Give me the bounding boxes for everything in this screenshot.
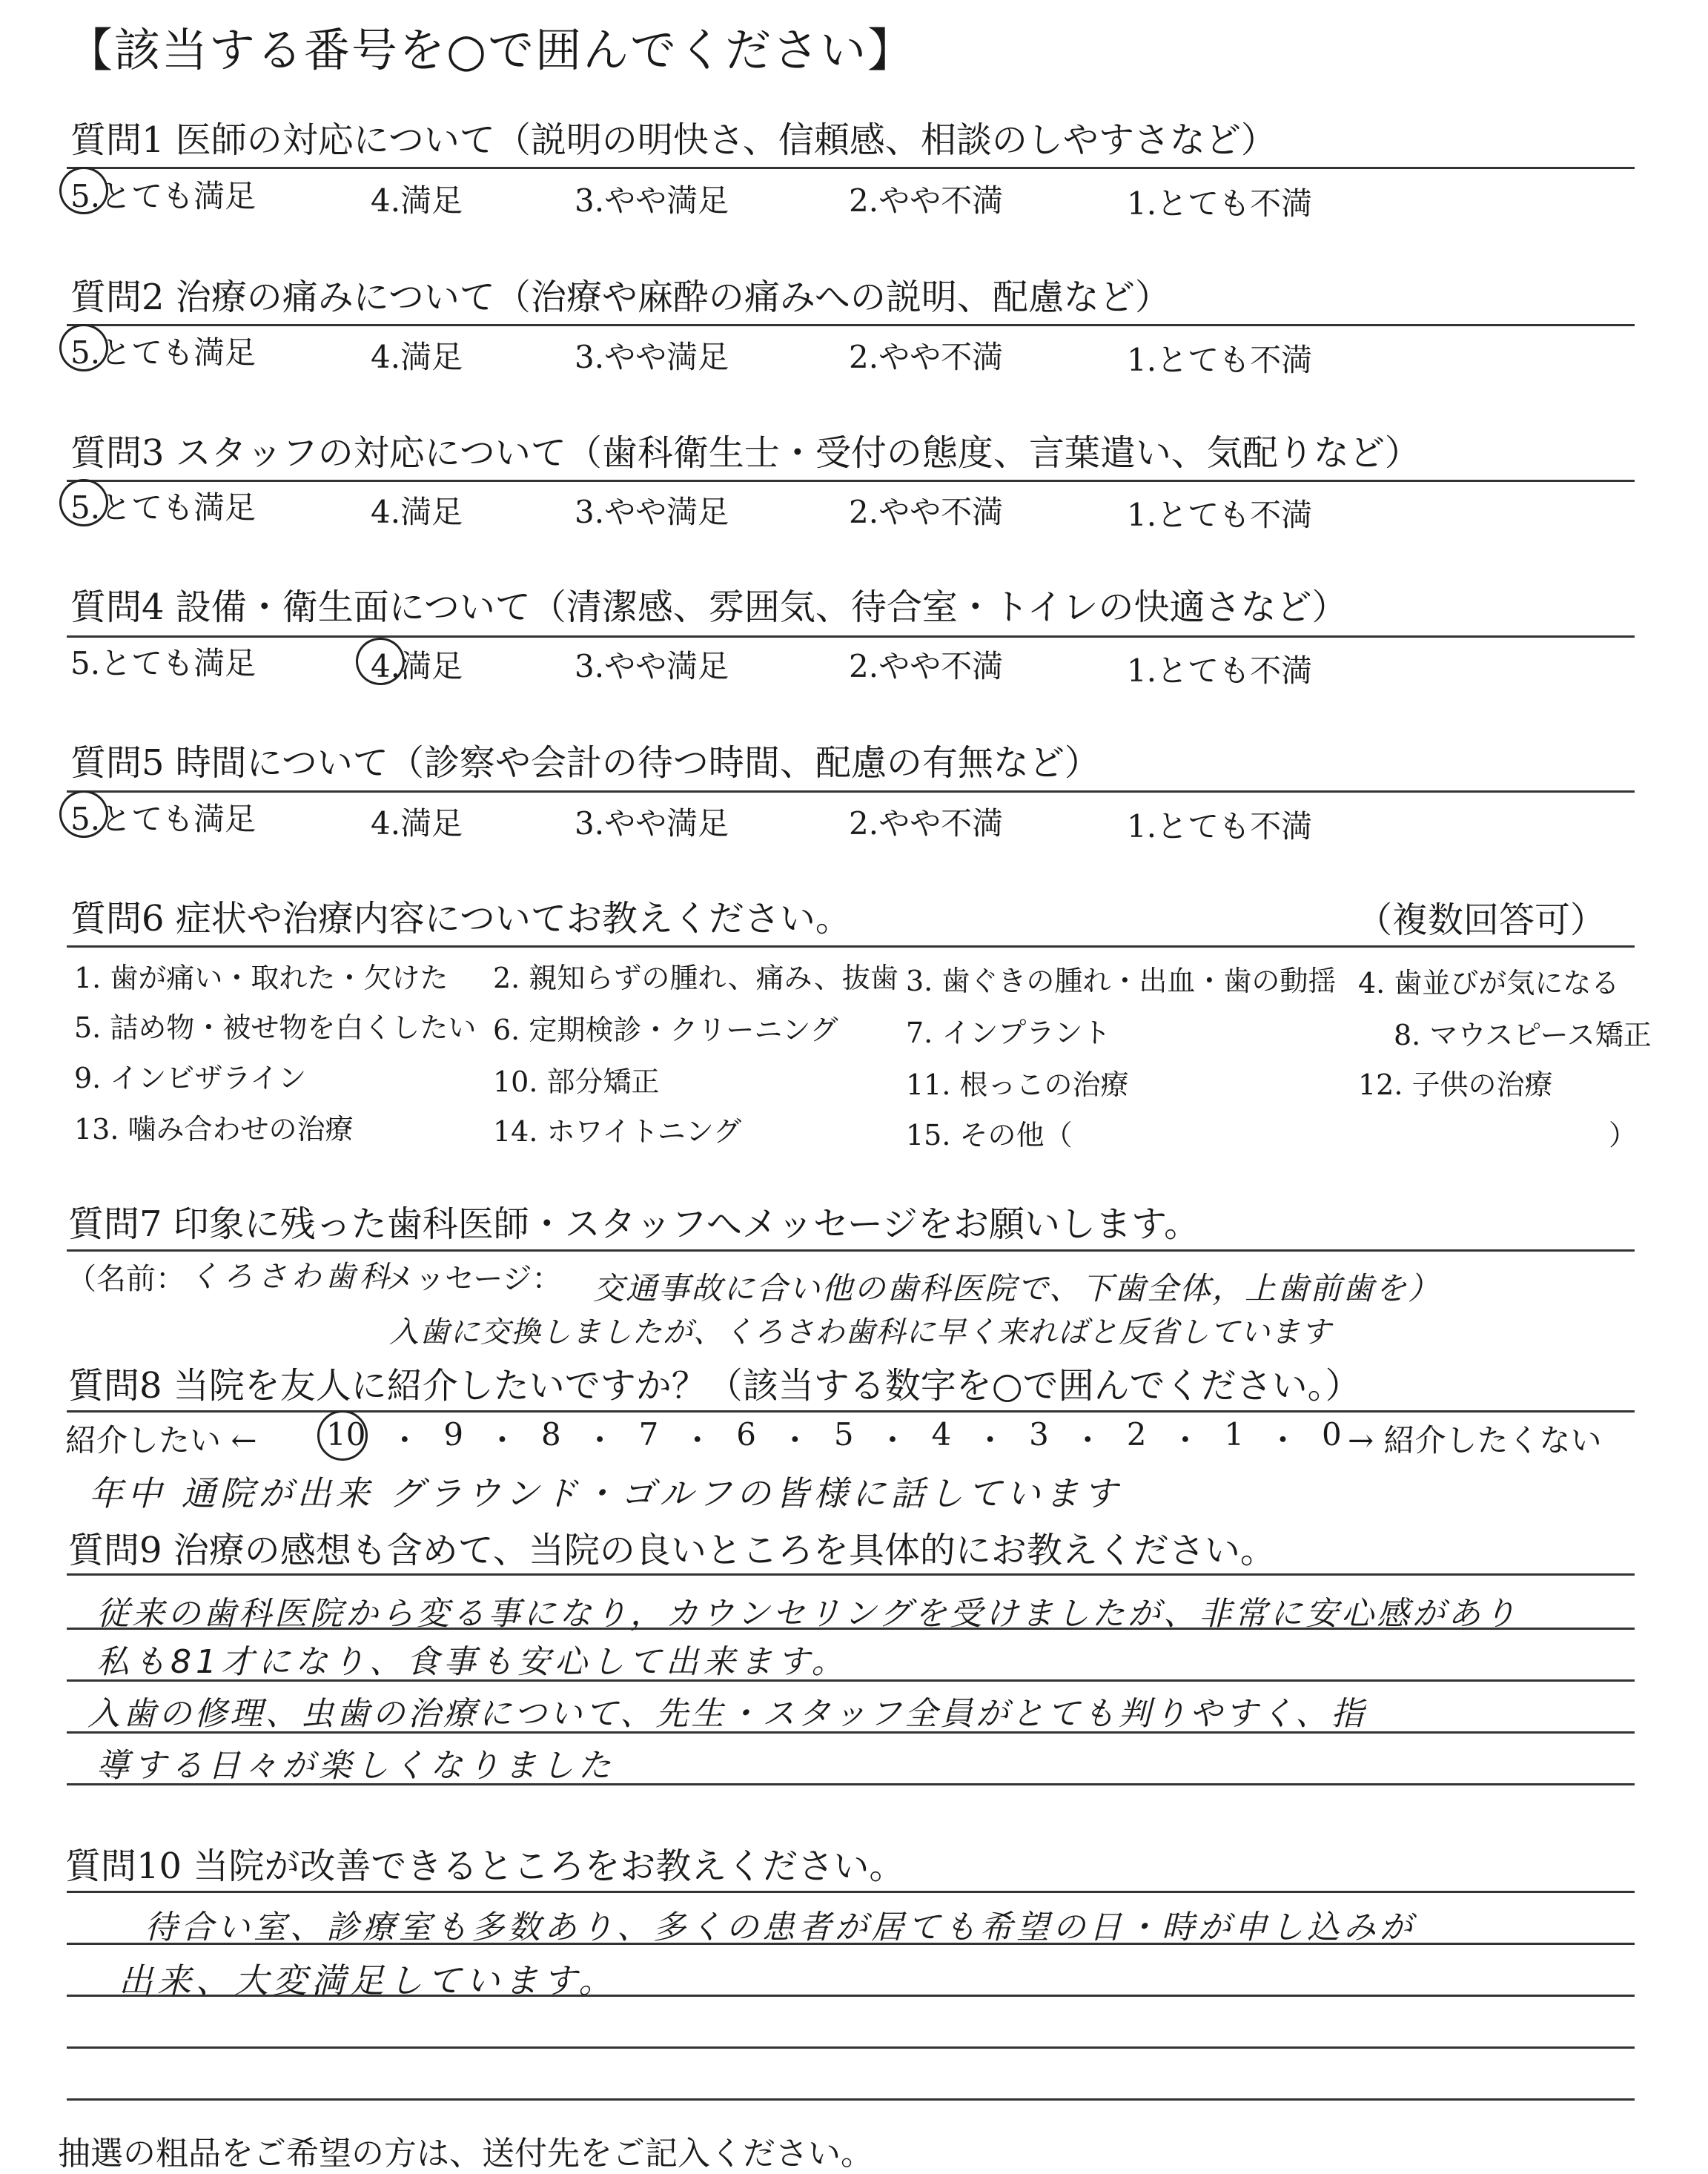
q7-name-value[interactable]: くろさわ歯科 — [189, 1260, 394, 1294]
question-9-title: 質問9 治療の感想も含めて、当院の良いところを具体的にお教えください。 — [68, 1530, 1276, 1571]
q8-scale-item[interactable]: 7 — [638, 1416, 659, 1453]
q7-name-label: （名前： — [67, 1262, 185, 1296]
q8-scale-item[interactable]: 10 — [326, 1416, 366, 1453]
q4-option-4[interactable]: 4.満足 — [371, 648, 463, 684]
q4-selection-circle — [356, 638, 405, 685]
q8-scale-item[interactable]: 2 — [1126, 1416, 1147, 1453]
q1-selection-circle — [59, 167, 108, 214]
q8-scale-dot: ・ — [486, 1422, 518, 1458]
q8-comment[interactable]: 年中 通院が出来 グラウンド・ゴルフの皆様に話しています — [89, 1473, 1122, 1513]
q9-answer-line[interactable]: 導する日々が楽しくなりました — [96, 1747, 615, 1785]
q1-option-2[interactable]: 2.やや不満 — [849, 182, 1004, 219]
q6-item[interactable]: 1. 歯が痛い・取れた・欠けた — [74, 962, 448, 994]
q3-selection-circle — [59, 479, 108, 526]
q3-option-5[interactable]: 5.とても満足 — [70, 489, 256, 526]
q5-selection-circle — [59, 790, 108, 838]
q2-selection-circle — [59, 324, 108, 371]
q6-item[interactable]: 15. その他（ — [906, 1119, 1073, 1152]
q6-item[interactable]: 10. 部分矯正 — [493, 1065, 660, 1098]
q8-scale-item[interactable]: 3 — [1029, 1416, 1049, 1453]
question-7-title: 質問7 印象に残った歯科医師・スタッフへメッセージをお願いします。 — [68, 1203, 1200, 1245]
question-4-title: 質問4 設備・衛生面について（清潔感、雰囲気、待合室・トイレの快適さなど） — [70, 587, 1348, 628]
q7-message-line-1[interactable]: 交通事故に合い他の歯科医院で、下歯全体，上歯前歯を） — [593, 1270, 1441, 1306]
q3-option-4[interactable]: 4.満足 — [371, 494, 463, 530]
q3-option-2[interactable]: 2.やや不満 — [849, 494, 1004, 530]
question-6-title: 質問6 症状や治療内容についてお教えください。 — [70, 898, 851, 939]
question-2-title: 質問2 治療の痛みについて（治療や麻酔の痛みへの説明、配慮など） — [70, 277, 1171, 318]
q2-option-2[interactable]: 2.やや不満 — [849, 339, 1004, 375]
q8-scale-item[interactable]: 1 — [1224, 1416, 1245, 1453]
q6-item[interactable]: 4. 歯並びが気になる — [1358, 967, 1620, 1000]
q4-option-3[interactable]: 3.やや満足 — [575, 648, 729, 684]
q8-scale-dot: ・ — [1169, 1422, 1201, 1458]
q10-line-rule — [67, 1891, 1635, 1893]
question-1-rule — [67, 167, 1635, 169]
question-5-title: 質問5 時間について（診察や会計の待つ時間、配慮の有無など） — [70, 742, 1100, 784]
q8-scale-item[interactable]: 5 — [833, 1416, 854, 1453]
q9-answer-line[interactable]: 従来の歯科医院から変る事になり，カウンセリングを受けましたが、非常に安心感があり — [96, 1595, 1520, 1633]
q9-line-rule — [67, 1573, 1635, 1576]
q1-option-1[interactable]: 1.とても不満 — [1127, 185, 1313, 222]
question-7-rule — [67, 1249, 1635, 1252]
q8-scale-dot: ・ — [584, 1422, 616, 1458]
q1-option-5[interactable]: 5.とても満足 — [70, 178, 256, 214]
q8-scale-dot: ・ — [388, 1422, 420, 1458]
q5-option-1[interactable]: 1.とても不満 — [1127, 808, 1313, 845]
question-3-title: 質問3 スタッフの対応について（歯科衛生士・受付の態度、言葉遣い、気配りなど） — [70, 432, 1420, 474]
q6-other-close-paren: ） — [1609, 1119, 1638, 1152]
q6-item[interactable]: 14. ホワイトニング — [493, 1115, 742, 1148]
q8-scale-item[interactable]: 9 — [443, 1416, 464, 1453]
q8-scale-dot: ・ — [1267, 1422, 1299, 1458]
q8-scale-item[interactable]: 8 — [540, 1416, 561, 1453]
question-5-rule — [67, 790, 1635, 793]
q8-scale-dot: ・ — [779, 1422, 811, 1458]
q3-option-1[interactable]: 1.とても不満 — [1127, 497, 1313, 533]
q8-selection-circle — [317, 1410, 368, 1461]
question-6-rule — [67, 945, 1635, 948]
question-3-rule — [67, 480, 1635, 482]
question-8-rule — [67, 1410, 1635, 1413]
question-6-note: （複数回答可） — [1357, 899, 1606, 941]
q6-item[interactable]: 13. 噛み合わせの治療 — [74, 1113, 354, 1146]
q6-item[interactable]: 7. インプラント — [906, 1017, 1111, 1049]
question-8-title: 質問8 当院を友人に紹介したいですか？（該当する数字を○で囲んでください。） — [68, 1365, 1361, 1407]
q2-option-1[interactable]: 1.とても不満 — [1127, 342, 1313, 378]
q6-item[interactable]: 2. 親知らずの腫れ、痛み、抜歯 — [493, 962, 898, 994]
q8-scale-item[interactable]: 6 — [736, 1416, 756, 1453]
q6-item[interactable]: 9. インビザライン — [74, 1062, 307, 1094]
q1-option-4[interactable]: 4.満足 — [371, 182, 463, 219]
question-10-title: 質問10 当院が改善できるところをお教えください。 — [65, 1846, 905, 1887]
q8-scale-dot: ・ — [681, 1422, 713, 1458]
q8-right-label: → 紹介したくない — [1348, 1422, 1602, 1458]
q10-line-rule — [67, 2098, 1635, 2101]
q2-option-4[interactable]: 4.満足 — [371, 339, 463, 375]
q7-message-label: メッセージ： — [385, 1262, 562, 1296]
q4-option-5[interactable]: 5.とても満足 — [70, 645, 256, 681]
q6-item[interactable]: 8. マウスピース矯正 — [1394, 1019, 1652, 1051]
q10-answer-line[interactable]: 待合い室、診療室も多数あり、多くの患者が居ても希望の日・時が申し込みが — [145, 1909, 1416, 1946]
form-header: 【該当する番号を○で囲んでください】 — [67, 23, 916, 77]
q5-option-5[interactable]: 5.とても満足 — [70, 801, 256, 837]
q5-option-4[interactable]: 4.満足 — [371, 805, 463, 842]
footer-note: 抽選の粗品をご希望の方は、送付先をご記入ください。 — [58, 2135, 873, 2173]
q5-option-3[interactable]: 3.やや満足 — [575, 805, 729, 842]
q6-item[interactable]: 12. 子供の治療 — [1358, 1068, 1553, 1101]
q8-scale-dot: ・ — [1072, 1422, 1104, 1458]
q6-item[interactable]: 5. 詰め物・被せ物を白くしたい — [74, 1011, 477, 1044]
q8-scale-item[interactable]: 0 — [1321, 1416, 1342, 1453]
q4-option-2[interactable]: 2.やや不満 — [849, 648, 1004, 684]
q8-scale-item[interactable]: 4 — [931, 1416, 952, 1453]
q2-option-3[interactable]: 3.やや満足 — [575, 339, 729, 375]
q8-left-label: 紹介したい ← — [65, 1422, 257, 1458]
q1-option-3[interactable]: 3.やや満足 — [575, 182, 729, 219]
q7-message-line-2[interactable]: 入歯に交換しましたが、くろさわ歯科に早く来ればと反省しています — [389, 1315, 1331, 1349]
q9-answer-line[interactable]: 私も81才になり、食事も安心して出来ます。 — [96, 1643, 849, 1681]
q9-answer-line[interactable]: 入歯の修理、虫歯の治療について、先生・スタッフ全員がとても判りやすく、指 — [87, 1695, 1367, 1733]
q2-option-5[interactable]: 5.とても満足 — [70, 334, 256, 371]
q5-option-2[interactable]: 2.やや不満 — [849, 805, 1004, 842]
q6-item[interactable]: 6. 定期検診・クリーニング — [493, 1014, 838, 1046]
q4-option-1[interactable]: 1.とても不満 — [1127, 652, 1313, 689]
q8-scale-dot: ・ — [877, 1422, 909, 1458]
question-4-rule — [67, 635, 1635, 638]
q10-answer-line[interactable]: 出来、大変満足しています。 — [119, 1960, 618, 2000]
q6-item[interactable]: 3. 歯ぐきの腫れ・出血・歯の動揺 — [906, 965, 1337, 997]
q8-scale — [326, 1416, 1342, 1461]
question-2-rule — [67, 324, 1635, 326]
question-1-title: 質問1 医師の対応について（説明の明快さ、信頼感、相談のしやすさなど） — [70, 119, 1277, 161]
q10-line-rule — [67, 2046, 1635, 2049]
q6-item[interactable]: 11. 根っこの治療 — [906, 1068, 1129, 1101]
q8-scale-dot: ・ — [974, 1422, 1006, 1458]
q3-option-3[interactable]: 3.やや満足 — [575, 494, 729, 530]
